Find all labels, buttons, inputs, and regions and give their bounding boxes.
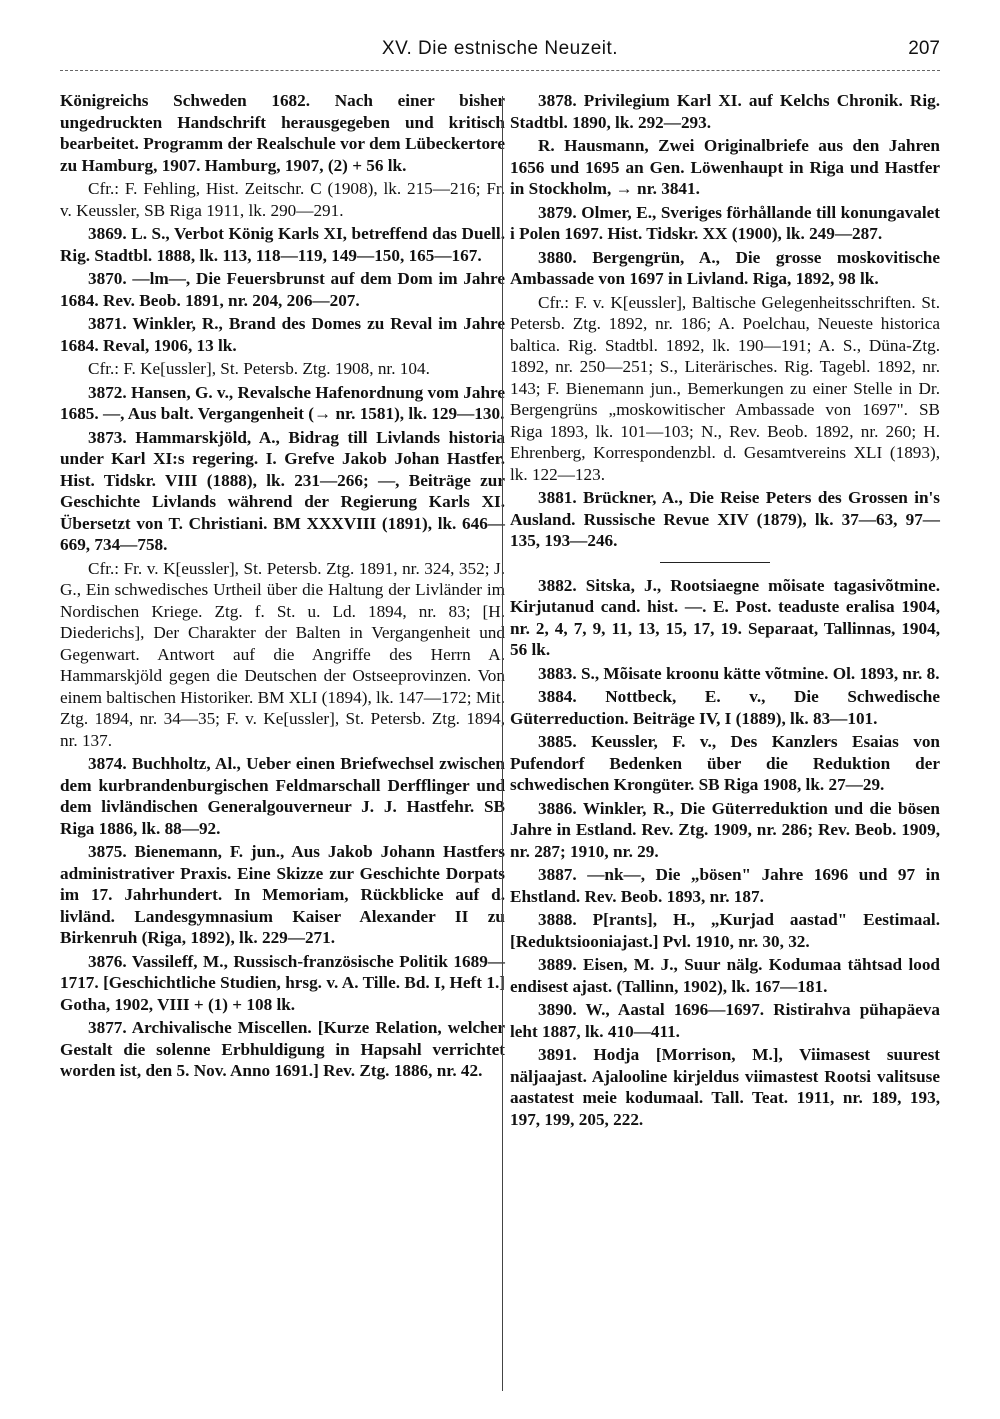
page-header [60,38,940,68]
bibliography-entry: 3879. Olmer, E., Sveriges förhållande till konungavalet i Polen 1697. Hist. Tidskr. XX (1900), lk. 249—287. [510,202,940,243]
bibliography-entry: 3876. Vassileff, M., Russisch-französische Politik 1689—1717. [Geschichtliche Studien, hrsg. v. A. Tille. Bd. I, Heft 1.] Gotha, 1902, VIII + (1) + 108 lk. [60,951,505,1014]
bibliography-entry: 3869. L. S., Verbot König Karls XI, betreffend das Duell. Rig. Stadtbl. 1888, lk. 113, 118—119, 149—150, 165—167. [60,224,505,265]
bibliography-entry: 3877. Archivalische Miscellen. [Kurze Relation, welcher Gestalt die solenne Erbhuldigung in Hapsahl verrichtet worden ist, den 5. Nov. Anno 1691.] Rev. Ztg. 1886, nr. 42. [60,1018,505,1080]
bibliography-entry: 3871. Winkler, R., Brand des Domes zu Reval im Jahre 1684. Reval, 1906, 13 lk. [60,314,505,355]
bibliography-entry: 3890. W., Aastal 1696—1697. Ristirahva pühapäeva leht 1887, lk. 410—411. [510,1000,940,1041]
bibliography-entry: 3883. S., Mõisate kroonu kätte võtmine. Ol. 1893, nr. 8. [538,663,940,683]
bibliography-reference-note: Cfr.: F. Fehling, Hist. Zeitschr. C (1908), lk. 215—216; Fr. v. Keussler, SB Riga 1911, lk. 290—291. [60,179,505,220]
header-rule [60,70,940,71]
bibliography-entry: 3872. Hansen, G. v., Revalsche Hafenordnung vom Jahre 1685. —, Aus balt. Vergangenheit (→ nr. 1581), lk. 129—130. [60,382,505,423]
bibliography-entry: 3889. Eisen, M. J., Suur nälg. Kodumaa tähtsad lood endisest ajast. (Tallinn, 1902), lk. 167—181. [510,955,940,996]
bibliography-entry: Königreichs Schweden 1682. Nach einer bisher ungedruckten Handschrift herausgegeben und kritisch bearbeitet. Programm der Realschule vor dem Lübeckertore zu Hamburg, 1907. Hamburg, 1907, (2) + 56 lk. [60,91,505,175]
bibliography-entry: R. Hausmann, Zwei Originalbriefe aus den Jahren 1656 und 1695 an Gen. Löwenhaupt in Riga und Hastfer in Stockholm, → nr. 3841. [510,136,940,198]
bibliography-entry: 3886. Winkler, R., Die Güterreduktion und die bösen Jahre in Estland. Rev. Ztg. 1909, nr. 286; Rev. Beob. 1909, nr. 287; 1910, nr. 29. [510,798,940,861]
page-number: 207 [908,38,940,59]
bibliography-entry: 3881. Brückner, A., Die Reise Peters des Grossen in's Ausland. Russische Revue XIV (1879), lk. 37—63, 97—135, 193—246. [510,488,940,550]
bibliography-reference-note: Cfr.: F. Ke[ussler], St. Petersb. Ztg. 1908, nr. 104. [88,359,430,378]
bibliography-entry: 3884. Nottbeck, E. v., Die Schwedische Güterreduction. Beiträge IV, I (1889), lk. 83—101. [510,687,940,728]
bibliography-entry: 3873. Hammarskjöld, A., Bidrag till Livlands historia under Karl XI:s regering. I. Grefve Jakob Johan Hastfer. Hist. Tidskr. VIII (1888), lk. 231—266; —, Beiträge zur Geschichte Livlands während der Regierung Karls XI. Übersetzt von T. Christiani. BM XXXVIII (1891), lk. 646—669, 734—758. [60,427,505,554]
bibliography-entry: 3875. Bienemann, F. jun., Aus Jakob Johann Hastfers administrativer Praxis. Eine Skizze zur Geschichte Dorpats im 17. Jahrhundert. In Memoriam, Rückblicke auf d. livländ. Landesgymnasium Kaiser Alexander II zu Birkenruh (Riga, 1892), lk. 229—271. [60,842,505,947]
running-title: XV. Die estnische Neuzeit. [381,38,619,59]
bibliography-entry: 3882. Sitska, J., Rootsiaegne mõisate tagasivõtmine. Kirjutanud cand. hist. —. E. Post. teaduste eralisa 1904, nr. 2, 4, 7, 9, 11, 13, 15, 17, 19. Separaat, Tallinnas, 1904, 56 lk. [510,575,940,659]
bibliography-reference-note: Cfr.: F. v. K[eussler], Baltische Gelegenheitsschriften. St. Petersb. Ztg. 1892, nr. 186; A. Poelchau, Neueste historica baltica. Rig. Stadtbl. 1892, lk. 190—191; A. S., Düna-Ztg. 1892, nr. 250—251; S., Literärisches. Rig. Tagebl. 1892, nr. 143; F. Bienemann jun., Bemerkungen zu einer Stelle in Dr. Bergengrüns „moskowitischer Ambassade von 1697". SB Riga 1893, lk. 101—103; N., Rev. Beob. 1892, nr. 260; H. Ehrenberg, Korrespondenzbl. d. Gesamtvereins XLI (1893), lk. 122—123. [510,292,940,484]
bibliography-entry: 3885. Keussler, F. v., Des Kanzlers Esaias von Pufendorf Bedenken über die Reduktion der schwedischen Krongüter. SB Riga 1908, lk. 27—29. [510,732,940,794]
bibliography-entry: 3880. Bergengrün, A., Die grosse moskovitische Ambassade von 1697 in Livland. Riga, 1892, 98 lk. [510,247,940,288]
right-column [510,90,940,1132]
bibliography-entry: 3888. P[rants], H., „Kurjad aastad" Eestimaal. [Reduktsiooniajast.] Pvl. 1910, nr. 30, 32. [510,910,940,951]
column-divider [502,96,503,1391]
bibliography-entry: 3891. Hodja [Morrison, M.], Viimasest suurest näljaajast. Ajalooline kirjeldus viimastest Rootsi valitsuse aastatest meie kodumaal. Tall. Teat. 1911, nr. 189, 193, 197, 199, 205, 222. [510,1045,940,1129]
section-separator-rule [660,562,770,563]
bibliography-entry: 3878. Privilegium Karl XI. auf Kelchs Chronik. Rig. Stadtbl. 1890, lk. 292—293. [510,91,940,132]
bibliography-entry: 3870. —lm—, Die Feuersbrunst auf dem Dom im Jahre 1684. Rev. Beob. 1891, nr. 204, 206—207. [60,269,505,310]
left-column [60,90,505,1084]
bibliography-entry: 3874. Buchholtz, Al., Ueber einen Briefwechsel zwischen dem kurbrandenburgischen Feldmarschall Derfflinger und dem livländischen Generalgouverneur J. J. Hastfehr. SB Riga 1886, lk. 88—92. [60,754,505,838]
bibliography-reference-note: Cfr.: Fr. v. K[eussler], St. Petersb. Ztg. 1891, nr. 324, 352; J. G., Ein schwedisches Urtheil über die Haltung der Livländer im Nordischen Kriege. Ztg. f. St. u. Ld. 1894, nr. 83; [H. Diederichs], Der Charakter der Balten in Vergangenheit und Gegenwart. Antwort auf die Angriffe des Herrn A. Hammarskjöld gegen die Deutschen der Ostseeprovinzen. Von einem baltischen Historiker. BM XLI (1894), lk. 147—172; Mit. Ztg. 1894, nr. 34—35; F. v. Ke[ussler], St. Petersb. Ztg. 1894, nr. 137. [60,558,505,750]
bibliography-entry: 3887. —nk—, Die „bösen" Jahre 1696 und 97 in Ehstland. Rev. Beob. 1893, nr. 187. [510,865,940,906]
